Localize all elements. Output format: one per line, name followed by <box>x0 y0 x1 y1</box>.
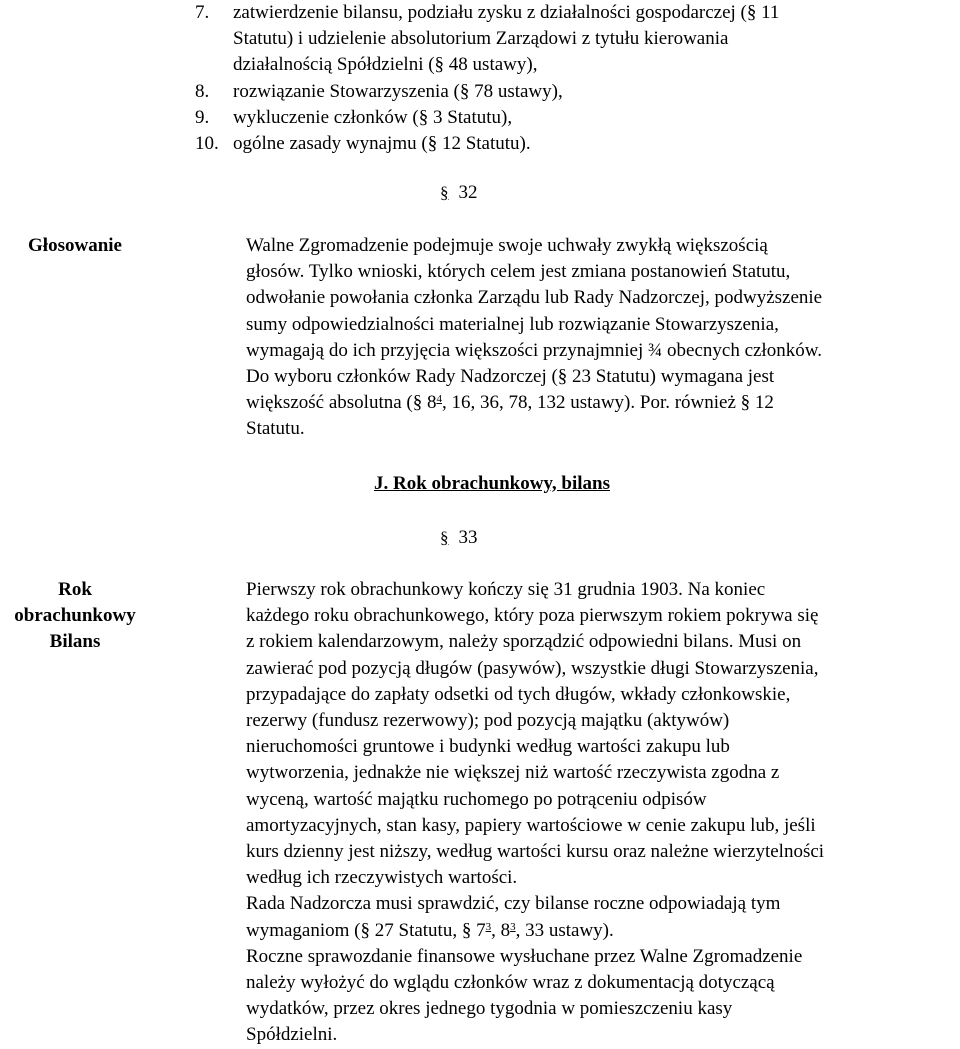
text-line: przypadające do zapłaty odsetki od tych długów, wkłady członkowskie, <box>246 683 791 705</box>
text-line: Roczne sprawozdanie finansowe wysłuchane przez Walne Zgromadzenie <box>246 945 803 967</box>
list-line: działalnością Spółdzielni (§ 48 ustawy), <box>233 54 538 76</box>
text-run: większość absolutna (§ 8 <box>246 392 437 414</box>
list-item <box>195 79 955 105</box>
list-number: 7. <box>195 2 210 23</box>
numbered-list <box>195 0 955 157</box>
paragraph-symbol: § <box>440 183 449 202</box>
list-line: wykluczenie członków (§ 3 Statutu), <box>233 106 513 128</box>
chapter-heading <box>0 471 960 497</box>
list-item <box>195 0 955 79</box>
list-line: rozwiązanie Stowarzyszenia (§ 78 ustawy), <box>233 80 563 102</box>
text-line: należy wyłożyć do wglądu członków wraz z dokumentacją dotyczącą <box>246 972 775 994</box>
side-label-line: Bilans <box>49 631 101 653</box>
list-number: 9. <box>195 106 210 128</box>
text-run: , 8 <box>491 919 511 941</box>
text-line: z rokiem kalendarzowym, należy sporządzić odpowiedni bilans. Musi on <box>246 631 802 653</box>
text-run: , 33 ustawy). <box>515 919 614 941</box>
section-number: 32 <box>458 182 478 203</box>
text-line: głosów. Tylko wnioski, których celem jest zmiana postanowień Statutu, <box>246 261 791 283</box>
text-line: kurs dzienny jest niższy, według wartości kursu oraz należne wierzytelności <box>246 841 825 863</box>
section-32-number <box>440 180 478 206</box>
text-line: wymagają do ich przyjęcia większości przynajmniej ¾ obecnych członków. <box>246 339 822 361</box>
section-33-text <box>246 577 958 1049</box>
text-line: Pierwszy rok obrachunkowy kończy się 31 grudnia 1903. Na koniec <box>246 579 766 600</box>
section-number: 33 <box>458 527 478 548</box>
list-item <box>195 105 955 131</box>
chapter-heading-text: J. Rok obrachunkowy, bilans <box>374 473 610 494</box>
list-text <box>233 0 955 79</box>
list-number: 8. <box>195 80 210 102</box>
side-label-line: obrachunkowy <box>14 605 136 627</box>
text-line: wytworzenia, jednakże nie większej niż wartość rzeczywista zgodna z <box>246 762 780 784</box>
text-line: wydatków, przez okres jednego tygodnia w pomieszczeniu kasy <box>246 998 733 1020</box>
list-number: 10. <box>195 133 219 155</box>
superscript: 3 <box>510 920 516 933</box>
list-line: Statutu) i udzielenie absolutorium Zarządowi z tytułu kierowania <box>233 28 729 50</box>
text-run: , 16, 36, 78, 132 ustawy). Por. również § 12 <box>441 392 774 414</box>
text-line: Rada Nadzorcza musi sprawdzić, czy bilanse roczne odpowiadają tym <box>246 893 781 915</box>
text-line: Do wyboru członków Rady Nadzorczej (§ 23 Statutu) wymagana jest <box>246 366 775 388</box>
list-line: zatwierdzenie bilansu, podziału zysku z działalności gospodarczej (§ 11 <box>233 2 780 23</box>
text-line: Walne Zgromadzenie podejmuje swoje uchwały zwykłą większością <box>246 235 768 256</box>
text-line: wyceną, wartość majątku ruchomego po potrąceniu odpisów <box>246 788 707 810</box>
text-run: wymaganiom (§ 27 Statutu, § 7 <box>246 919 486 941</box>
list-line: ogólne zasady wynajmu (§ 12 Statutu). <box>233 133 531 155</box>
text-line: amortyzacyjnych, stan kasy, papiery wartościowe w cenie zakupu lub, jeśli <box>246 814 816 836</box>
text-line: odwołanie powołania członka Zarządu lub Rady Nadzorczej, podwyższenie <box>246 287 823 309</box>
text-line: każdego roku obrachunkowego, który poza pierwszym rokiem pokrywa się <box>246 605 819 627</box>
side-label-fiscal-year <box>0 577 150 656</box>
side-label-line: Rok <box>58 579 92 600</box>
text-line: rezerwy (fundusz rezerwowy); pod pozycją majątku (aktywów) <box>246 710 730 732</box>
paragraph-symbol: § <box>440 528 449 547</box>
text-line: zawierać pod pozycją długów (pasywów), wszystkie długi Stowarzyszenia, <box>246 657 819 679</box>
text-line: sumy odpowiedzialności materialnej lub rozwiązanie Stowarzyszenia, <box>246 313 779 335</box>
text-line: Statutu. <box>246 418 305 440</box>
side-label-voting: Głosowanie <box>28 235 122 256</box>
superscript: 4 <box>436 393 442 406</box>
text-line <box>246 390 958 416</box>
list-item <box>195 131 955 157</box>
section-32-text <box>246 233 958 443</box>
text-line: według ich rzeczywistych wartości. <box>246 867 518 889</box>
text-line: Spółdzielni. <box>246 1024 338 1046</box>
text-line <box>246 918 958 944</box>
superscript: 3 <box>485 920 492 933</box>
text-line: nieruchomości gruntowe i budynki według wartości zakupu lub <box>246 736 730 758</box>
section-33-number <box>440 525 478 551</box>
